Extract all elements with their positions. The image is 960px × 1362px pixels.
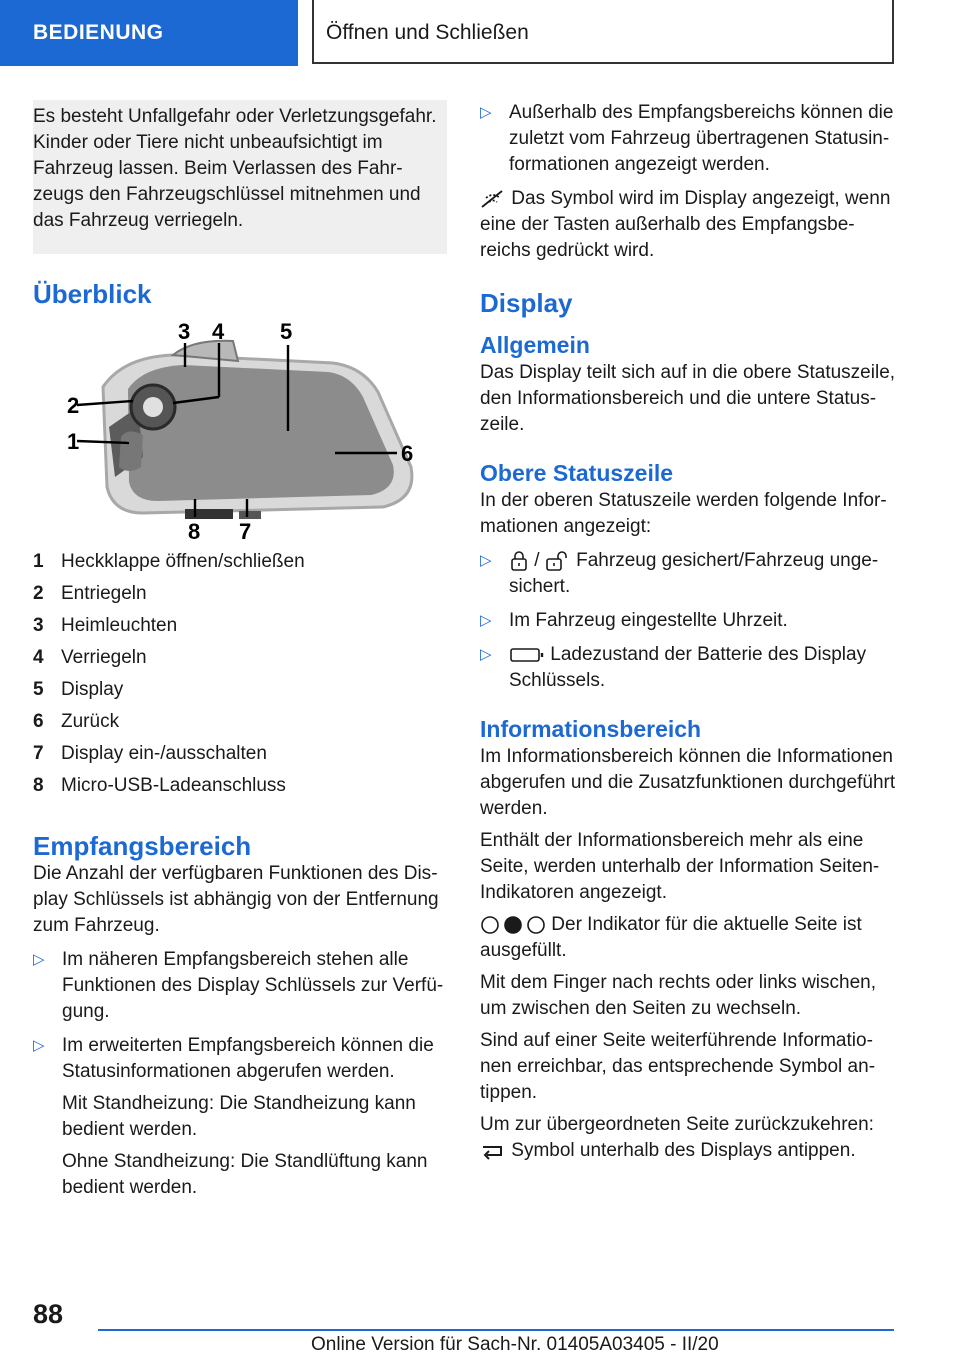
list-item: 2 Entriegeln (33, 583, 147, 604)
range-intro: Die Anzahl der verfügbaren Funktionen des Display Schlüssels ist abhängig von der Entfernung zum Fahrzeug. (33, 863, 439, 936)
callout-7: 7 (239, 519, 252, 543)
bullet-item: ▷ Im erweiterten Empfangsbereich können die Statusinformationen abgerufen werden. Mit Standheizung: Die Standheizung kann bedient werden. Ohne Standheizung: Die Standlüftung kann bedient werden. (33, 1035, 434, 1198)
no-signal-icon (480, 189, 506, 209)
legend-list (33, 549, 447, 805)
info-p4: Mit dem Finger nach rechts oder links wischen, um zwischen den Seiten zu wechseln. (480, 972, 876, 1019)
page-indicator-icon (480, 915, 546, 935)
left-column (33, 100, 447, 1201)
callout-3: 3 (178, 319, 191, 344)
back-arrow-icon (480, 1142, 506, 1160)
right-column (480, 100, 898, 1164)
general-heading: Allgemein (480, 332, 590, 358)
overview-heading: Überblick (33, 279, 152, 309)
callout-1: 1 (67, 429, 80, 454)
list-item: 4 Verriegeln (33, 647, 147, 668)
bullet-item: ▷ Im Fahrzeug eingestellte Uhrzeit. (480, 608, 898, 634)
triangle-icon: ▷ (480, 104, 492, 121)
bullet-item: ▷ Im näheren Empfangsbereich stehen alle Funktionen des Display Schlüssels zur Verfügung. (33, 949, 444, 1022)
info-p3: Der Indikator für die aktuelle Seite ist ausgefüllt. (480, 914, 862, 961)
list-item: 5 Display (33, 679, 124, 700)
general-text: Das Display teilt sich auf in die obere Statuszeile, den Informationsbereich und die untere Statuszeile. (480, 362, 896, 435)
list-item: 1 Heckklappe öffnen/schließen (33, 551, 305, 572)
status-intro: In der oberen Statuszeile werden folgende Informationen angezeigt: (480, 490, 887, 537)
list-item: 6 Zurück (33, 711, 120, 732)
info-heading: Informationsbereich (480, 716, 702, 742)
triangle-icon: ▷ (33, 951, 45, 968)
battery-icon (509, 646, 545, 664)
section-tab: BEDIENUNG (0, 0, 298, 66)
triangle-icon: ▷ (33, 1037, 45, 1054)
status-heading: Obere Statuszeile (480, 460, 674, 486)
page-number: 88 (33, 1299, 64, 1329)
range-heading: Empfangsbereich (33, 831, 252, 861)
list-item: 7 Display ein-/ausschalten (33, 743, 267, 764)
callout-2: 2 (67, 393, 80, 418)
info-p6: Um zur übergeordneten Seite zurückzukehren: (480, 1114, 874, 1135)
callout-6: 6 (401, 441, 414, 466)
info-p7: Symbol unterhalb des Displays antippen. (480, 1138, 898, 1164)
triangle-icon: ▷ (480, 646, 492, 663)
triangle-icon: ▷ (480, 552, 492, 569)
list-item: 3 Heimleuchten (33, 615, 178, 636)
info-p5: Sind auf einer Seite weiterführende Informationen erreichbar, das entsprechende Symbol antippen. (480, 1030, 876, 1103)
key-illustration (33, 317, 447, 543)
display-heading: Display (480, 288, 573, 318)
footer-text: Online Version für Sach-Nr. 01405A03405 - II/20 (311, 1334, 719, 1355)
triangle-icon: ▷ (480, 612, 492, 629)
bullet-item: ▷ Außerhalb des Empfangsbereichs können die zuletzt vom Fahrzeug übertragenen Statusinformationen angezeigt werden. (480, 102, 894, 175)
symbol-note: Das Symbol wird im Display angezeigt, wenn eine der Tasten außerhalb des Empfangsbereichs gedrückt wird. (480, 188, 891, 261)
callout-4: 4 (212, 319, 225, 344)
lock-closed-icon (509, 550, 529, 572)
callout-8: 8 (188, 519, 201, 543)
bullet-item: ▷ Ladezustand der Batterie des Display Schlüssels. (480, 644, 867, 691)
info-p1: Im Informationsbereich können die Informationen abgerufen und die Zusatzfunktionen durchgeführt werden. (480, 746, 896, 819)
footer-divider (98, 1329, 894, 1331)
info-p2: Enthält der Informationsbereich mehr als eine Seite, werden unterhalb der Information Seiten-Indikatoren angezeigt. (480, 830, 880, 903)
list-item: 8 Micro-USB-Ladeanschluss (33, 775, 286, 796)
warning-box: Es besteht Unfallgefahr oder Verletzungsgefahr. Kinder oder Tiere nicht unbeaufsichtigt im Fahrzeug lassen. Beim Verlassen des Fahrzeugs den Fahrzeugschlüssel mitnehmen und das Fahrzeug verriegeln. (33, 100, 447, 254)
lock-open-icon (545, 550, 571, 572)
page-title: Öffnen und Schließen (326, 21, 529, 44)
bullet-item: ▷ / Fahrzeug gesichert/Fahrzeug ungesichert. (480, 550, 879, 597)
callout-5: 5 (280, 319, 293, 344)
page-header (0, 0, 960, 66)
